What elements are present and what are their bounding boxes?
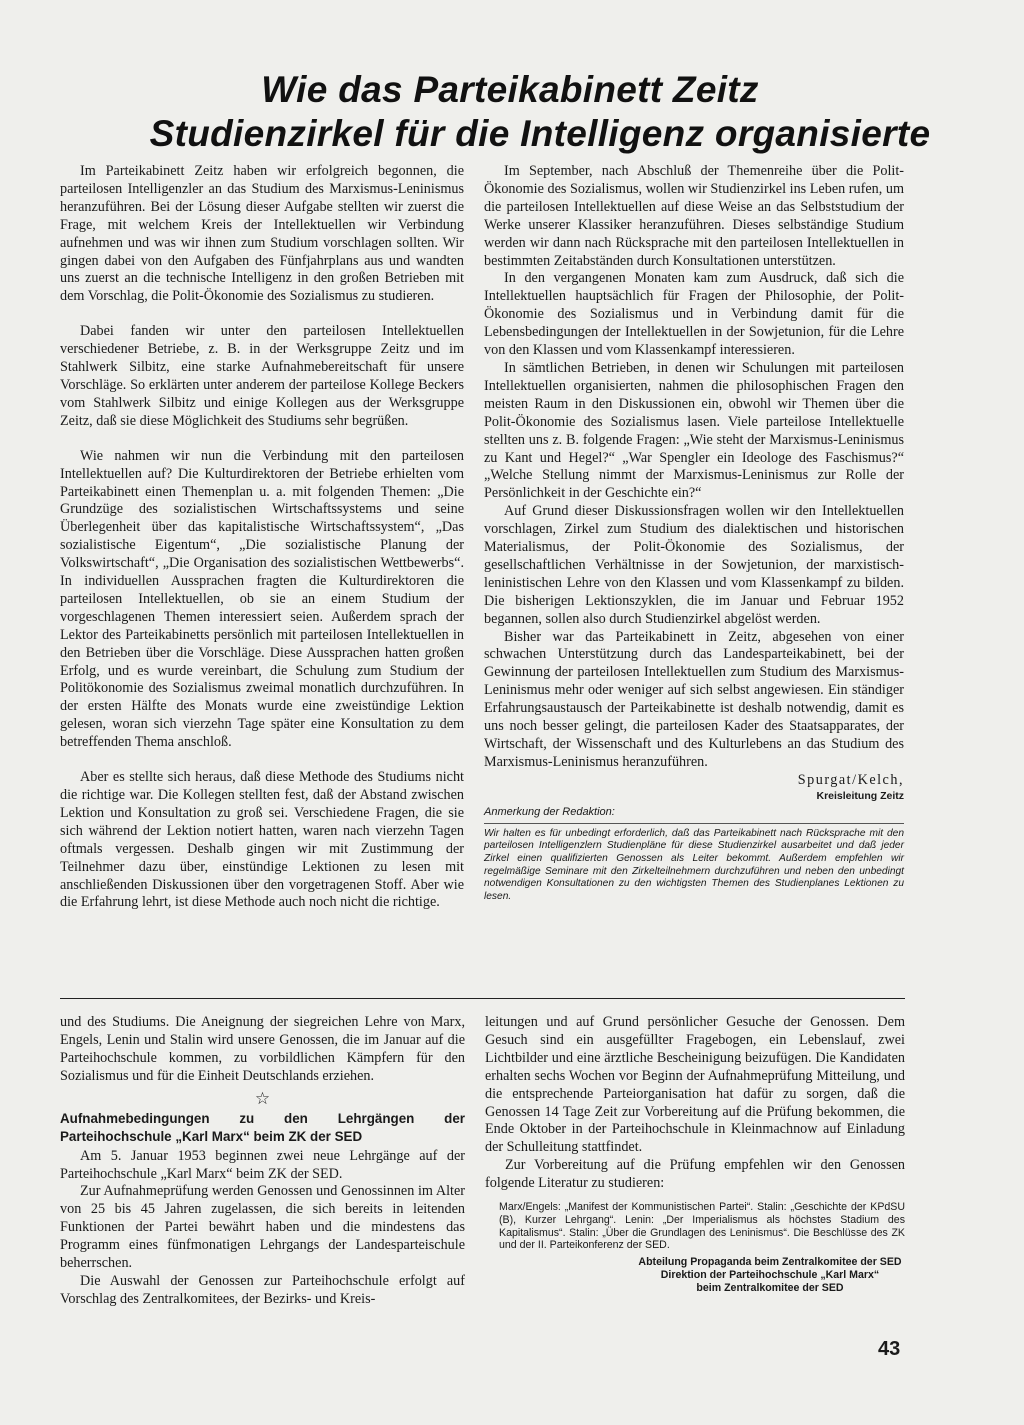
paragraph: Dabei fanden wir unter den parteilosen Intellektuellen verschiedener Betriebe, z. B. in der Werksgruppe Zeitz und im Stahlwerk Silbitz, eine starke Aufnahmebereitschaft für unsere Vorschläge. So erklärten unter anderem der parteilose Kollege Beckers vom Stahlwerk Silbitz und einige Kollegen aus der Werksgruppe Zeitz, daß sie diese Möglichkeit des Studiums sehr begrüßen. <box>60 323 464 429</box>
author-affiliation: Kreisleitung Zeitz <box>816 789 904 802</box>
paragraph: Die Auswahl der Genossen zur Parteihochschule erfolgt auf Vorschlag des Zentralkomitees, der Bezirks- und Kreis- <box>60 1272 465 1307</box>
paragraph: Im Parteikabinett Zeitz haben wir erfolgreich begonnen, die parteilosen Intelligenzler an das Studium des Marxismus-Leninismus heranzuführen. Bei der Lösung dieser Aufgabe stellten wir zuerst die Frage, mit welchem Kreis der Intellektuellen wir Verbindung aufnehmen und was wir ihnen zum Studium vorschlagen sollten. Wir gingen dabei von den Aufgaben des Fünfjahrplans aus und wandten uns zuerst an die technische Intelligenz in den großen Betrieben mit dem Vorschlag, die Polit-Ökonomie des Sozialismus zu studieren. <box>60 163 464 305</box>
paragraph: Auf Grund dieser Diskussionsfragen wollen wir den Intellektuellen vorschlagen, Zirkel zum Studium des dialektischen und historischen Materialismus, der Polit-Ökonomie des Sozialismus, der gesellschaftlichen Verhältnisse in der Sowjetunion, der marxistisch-leninistischen Lehre von den Klassen und vom Klassenkampf zu bilden. Die bisherigen Lektionszyklen, die im Januar und Februar 1952 begannen, sollen also durch Studienzirkel abgelöst werden. <box>484 503 904 627</box>
section-heading: Aufnahmebedingungen zu den Lehrgängen der Parteihochschule „Karl Marx“ beim ZK der SED <box>60 1110 465 1144</box>
paragraph: Aber es stellte sich heraus, daß diese Methode des Studiums nicht die richtige war. Die Kollegen stellten fest, daß der Abstand zwischen Lektion und Konsultation zu groß sei. Verschiedene Fragen, die sie sich während der Lektion notiert hatten, waren nach vierzehn Tagen oftmals vergessen. Deshalb gingen wir mit Zustimmung der Teilnehmer dazu über, einstündige Lektionen zu lesen mit anschließenden Diskussionen über den vorgetragenen Stoff. Aber wie die Erfahrung lehrt, ist diese Methode auch noch nicht die richtige. <box>60 769 464 911</box>
article-column-right <box>484 163 904 903</box>
credit-line: Abteilung Propaganda beim Zentralkomitee der SED <box>638 1256 902 1269</box>
lower-column-right <box>485 1014 905 1295</box>
paragraph: und des Studiums. Die Aneignung der siegreichen Lehre von Marx, Engels, Lenin und Stalin wird unsere Genossen, die im Januar auf die Parteihochschule kommen, zu vorbildlichen Kämpfern für den Sozialismus und für die Einheit Deutschlands erziehen. <box>60 1014 465 1084</box>
paragraph: In den vergangenen Monaten kam zum Ausdruck, daß sich die Intellektuellen hauptsächlich für Fragen der Philosophie, der Polit-Ökonomie des Sozialismus und in Verbindung damit für die Lebensbedingungen der Intellektuellen in der Sowjetunion, für die Lehre von den Klassen und vom Klassenkampf interessieren. <box>484 270 904 359</box>
article-column-left <box>60 163 464 912</box>
paragraph: Am 5. Januar 1953 beginnen zwei neue Lehrgänge auf der Parteihochschule „Karl Marx“ beim ZK der SED. <box>60 1147 465 1182</box>
article-headline <box>60 68 960 156</box>
credit-line: Direktion der Parteihochschule „Karl Marx“ <box>660 1269 880 1282</box>
editorial-note: Wir halten es für unbedingt erforderlich, daß das Parteikabinett nach Rücksprache mit den parteilosen Intelligenzlern Studienpläne für diese Studienzirkel ausarbeitet und daß jeder Zirkel einen qualifizierten Genossen als Leiter bekommt. Außerdem empfehlen wir regelmäßige Seminare mit den Zirkelteilnehmern durchzuführen und neben den unbedingt notwendigen Konsultationen zu den wichtigsten Themen des Studienplanes Lektionen zu lesen. <box>484 823 904 904</box>
section-divider <box>60 998 905 999</box>
headline-line-1: Wie das Parteikabinett Zeitz <box>261 69 759 110</box>
page-number: 43 <box>878 1338 901 1360</box>
credit-line: beim Zentralkomitee der SED <box>696 1281 844 1294</box>
paragraph: Im September, nach Abschluß der Themenreihe über die Polit-Ökonomie des Sozialismus, wollen wir Studienzirkel ins Leben rufen, um die parteilosen Intellektuellen auf diese Weise an das Selbststudium der Werke unserer Klassiker heranzuführen. Dieses selbständige Studium werden wir dann nach Rücksprache mit den parteilosen Intellektuellen in bestimmten Zeitabständen durch Konsultationen unterstützen. <box>484 163 904 269</box>
headline-line-2: Studienzirkel für die Intelligenz organisierte <box>149 113 931 154</box>
paragraph: Wie nahmen wir nun die Verbindung mit den parteilosen Intellektuellen auf? Die Kulturdirektoren der Betriebe erhielten vom Parteikabinett einen Themenplan u. a. mit folgenden Themen: „Die Grundzüge des sozialistischen Wirtschaftssystems und seine Überlegenheit über das kapitalistische Wirtschaftssystem“, „Das sozialistische Eigentum“, „Die sozialistische Planung der Volkswirtschaft“, „Die Organisation des sozialistischen Wettbewerbs“. In individuellen Aussprachen fragten die Kulturdirektoren die parteilosen Intellektuellen, ob sie an einem Studium der vorgeschlagenen Themen interessiert seien. Außerdem sprach der Lektor des Parteikabinetts persönlich mit parteilosen Intellektuellen in den Betrieben über die Vorschläge. Diese Aussprachen hatten großen Erfolg, und es wurde vereinbart, die Schulung zum Studium der Politökonomie des Sozialismus zweimal monatlich durchzuführen. In der ersten Hälfte des Monats wurde eine zweistündige Lektion gelesen, woran sich vierzehn Tage später eine Konsultation zu dem betreffenden Thema anschloß. <box>60 447 464 751</box>
paragraph: leitungen und auf Grund persönlicher Gesuche der Genossen. Dem Gesuch sind ein ausgefüllter Fragebogen, ein Lebenslauf, zwei Lichtbilder und eine ärztliche Bescheinigung beizufügen. Die Kandidaten erhalten sechs Wochen vor Beginn der Aufnahmeprüfung Mitteilung, und die entsprechende Parteiorganisation hat dafür zu sorgen, daß die Genossen 14 Tage Zeit zur Vorbereitung auf die Prüfung bekommen, die Ende Oktober in der Parteihochschule in Kleinmachnow auf Einladung der Schulleitung stattfindet. <box>485 1014 905 1156</box>
paragraph: Zur Aufnahmeprüfung werden Genossen und Genossinnen im Alter von 25 bis 45 Jahren zugelassen, die sich bereits in leitenden Funktionen der Partei bewährt haben und die mindestens das Programm eines fünfmonatigen Lehrgangs der Landesparteischule beherrschen. <box>60 1183 465 1272</box>
star-icon: ☆ <box>254 1088 271 1108</box>
paragraph: In sämtlichen Betrieben, in denen wir Schulungen mit parteilosen Intellektuellen organisierten, nahmen die philosophischen Fragen den meisten Raum in den Diskussionen ein, obwohl wir Themen über die Polit-Ökonomie des Sozialismus lasen. Viele parteilose Intellektuelle stellten uns z. B. folgende Fragen: „Wie steht der Marxismus-Leninismus zu Kant und Hegel?“ „War Spengler ein Ideologe des Faschismus?“ „Welche Stellung nimmt der Marxismus-Leninismus zur Rolle der Persönlichkeit in der Geschichte ein?“ <box>484 359 904 502</box>
paragraph: Bisher war das Parteikabinett in Zeitz, abgesehen von einer schwachen Unterstützung durch das Landesparteikabinett, bei der Gewinnung der parteilosen Intellektuellen zum Studium des Marxismus-Leninismus mehr oder weniger auf sich selbst angewiesen. Ein ständiger Erfahrungsaustausch der Parteikabinette ist deshalb notwendig, damit es uns noch besser gelingt, die parteilosen Kader des Staatsapparates, der Wirtschaft, der Wissenschaft und des Kulturlebens an das Studium des Marxismus-Leninismus heranzuführen. <box>484 628 904 770</box>
lower-column-left <box>60 1014 465 1309</box>
author-signature: Spurgat/Kelch, <box>797 771 904 788</box>
literature-list: Marx/Engels: „Manifest der Kommunistischen Partei“. Stalin: „Geschichte der KPdSU (B), Kurzer Lehrgang“. Lenin: „Der Imperialismus als höchstes Stadium des Kapitalismus“. Stalin: „Über die Grundlagen des Leninismus“. Die Beschlüsse des ZK und der II. Parteikonferenz der SED. <box>499 1201 905 1252</box>
editorial-note-title: Anmerkung der Redaktion: <box>484 805 615 818</box>
paragraph: Zur Vorbereitung auf die Prüfung empfehlen wir den Genossen folgende Literatur zu studieren: <box>485 1157 905 1192</box>
